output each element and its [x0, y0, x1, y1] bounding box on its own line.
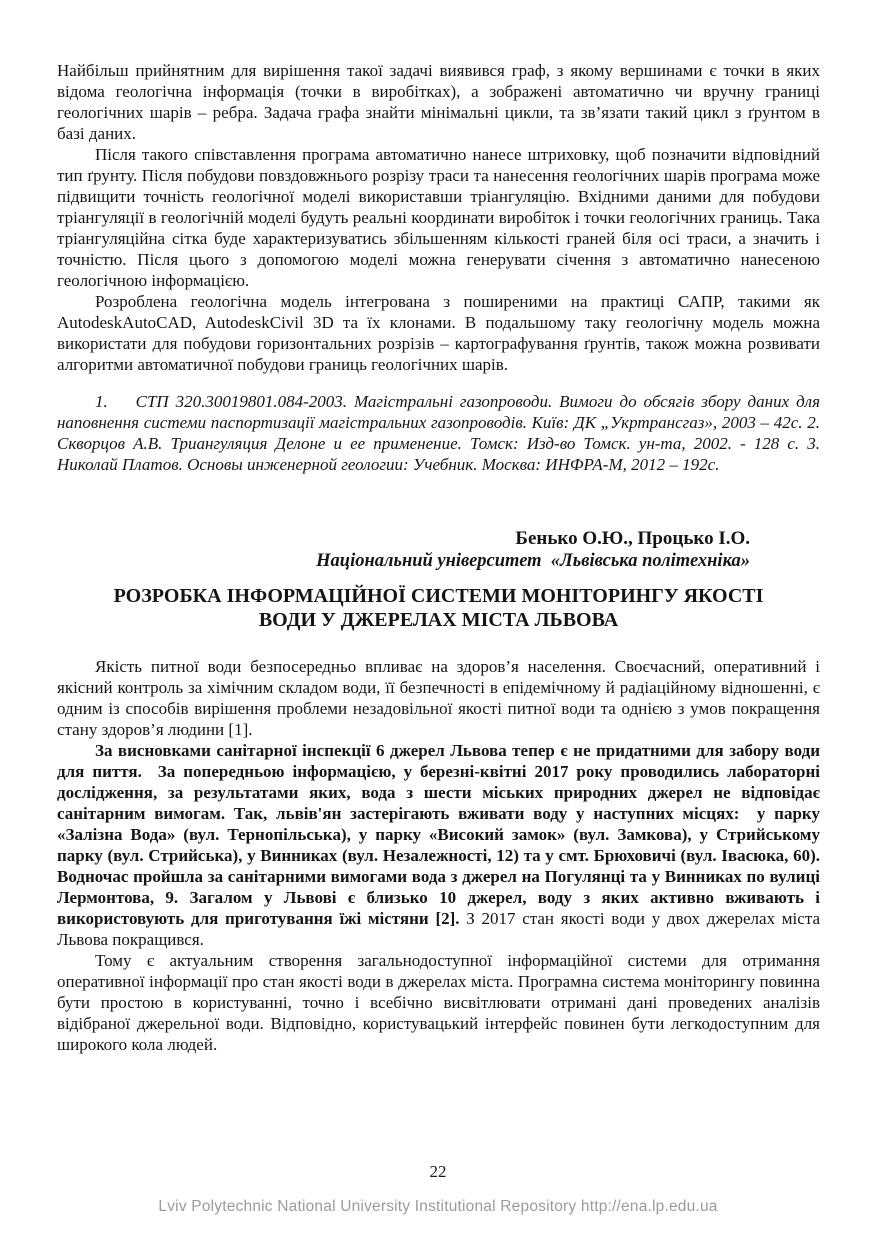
article-title-line-2: ВОДИ У ДЖЕРЕЛАХ МІСТА ЛЬВОВА [258, 608, 619, 631]
inspection-paragraph-regular-segment: З 2017 стан якості води у двох джерелах міста Львова покращився. [57, 909, 820, 949]
inspection-paragraph [57, 740, 820, 950]
authors-line: Бенько О.Ю., Процько І.О. [515, 528, 750, 549]
intro-paragraph: Якість питної води безпосередньо впливає на здоров’я населення. Своєчасний, оперативний і якісний контроль за хімічним складом води, її безпечності в епідемічному й радіаційному відношенні, є одним із способів вирішення проблеми незадовільної якості питної води та однією з умов покращення стану здоров’я людини [1]. [57, 657, 820, 739]
continued-paragraph: Найбільш прийнятним для вирішення такої задачі виявився граф, з якому вершинами є точки в яких відома геологічна інформація (точки в виробітках), а зображені автоматично чи вручну границі геологічних шарів – ребра. Задача графа знайти мінімальні цикли, та зв’язати такий цикл з ґрунтом в базі даних. [57, 61, 820, 143]
references-paragraph: 1. СТП 320.30019801.084-2003. Магістральні газопроводи. Вимоги до обсягів збору даних для наповнення системи паспортизації магістральних газопроводів. Київ: ДК „Укртрансгаз», 2003 – 42с. 2. Скворцов А.В. Триангуляция Делоне и ее применение. Томск: Изд-во Томск. ун-та, 2002. - 128 с. 3. Николай Платов. Основы инженерной геологии: Учебник. Москва: ИНФРА-М, 2012 – 192с. [57, 392, 820, 474]
paragraph-hatching-model: Після такого співставлення програма автоматично нанесе штриховку, щоб позначити відповідний тип ґрунту. Після побудови повздовжнього розрізу траси та нанесення геологічних шарів програма може підвищити точність геологічної моделі використавши тріангуляцію. Вхідними даними для побудови тріангуляції в геологічній моделі будуть реальні координати виробіток і точки геологічних границь. Така тріангуляційна сітка буде характеризуватись збільшенням кількості граней біля осі траси, а значить і точністю. Після цього з допомогою моделі можна генерувати січення з автоматично нанесеною геологічною інформацією. [57, 145, 820, 290]
conclusion-paragraph: Тому є актуальним створення загальнодоступної інформаційної системи для отримання оперативної інформації про стан якості води в джерелах міста. Програмна система моніторингу повинна бути простою в користуванні, точно і всебічно висвітлювати отримані дані проведених аналізів відібраної джерельної води. Відповідно, користувацький інтерфейс повинен бути легкодоступним для широкого кола людей. [57, 951, 820, 1054]
article-title [57, 585, 820, 632]
page-number: 22 [429, 1162, 447, 1181]
article-title-line-1: РОЗРОБКА ІНФОРМАЦІЙНОЇ СИСТЕМИ МОНІТОРИНГУ ЯКОСТІ [113, 585, 764, 607]
inspection-paragraph-bold-segment: За висновками санітарної інспекції 6 джерел Львова тепер є не придатними для забору води для пиття. За попередньою інформацією, у березні-квітні 2017 року проводились лабораторні дослідження, за результатами яких, вода з шести міських природних джерел не відповідає санітарним вимогам. Так, львів'ян застерігають вживати воду у наступних місцях: у парку «Залізна Вода» (вул. Тернопільська), у парку «Високий замок» (вул. Замкова), у Стрийському парку (вул. Стрийська), у Винниках (вул. Незалежності, 12) та у смт. Брюховичі (вул. Івасюка, 60). Водночас пройшла за санітарними вимогами вода з джерел на Погулянці та у Винниках по вулиці Лермонтова, 9. Загалом у Львові є близько 10 джерел, воду з яких активно вживають і використовують для приготування їжі містяни [2]. [57, 741, 820, 928]
page-content [57, 60, 820, 1055]
repository-footer: Lviv Polytechnic National University Institutional Repository http://ena.lp.edu.ua [158, 1198, 718, 1215]
paragraph-cad-integration: Розроблена геологічна модель інтегрована з поширеними на практиці САПР, такими як AutodeskAutoCAD, AutodeskCivil 3D та їх клонами. В подальшому таку геологічну модель можна використати для побудови горизонтальних розрізів – картографування ґрунтів, також можна розвивати алгоритми автоматичної побудови границь геологічних шарів. [57, 292, 820, 374]
affiliation-line: Національний університет «Львівська політехніка» [316, 551, 750, 571]
byline-block [57, 527, 820, 573]
